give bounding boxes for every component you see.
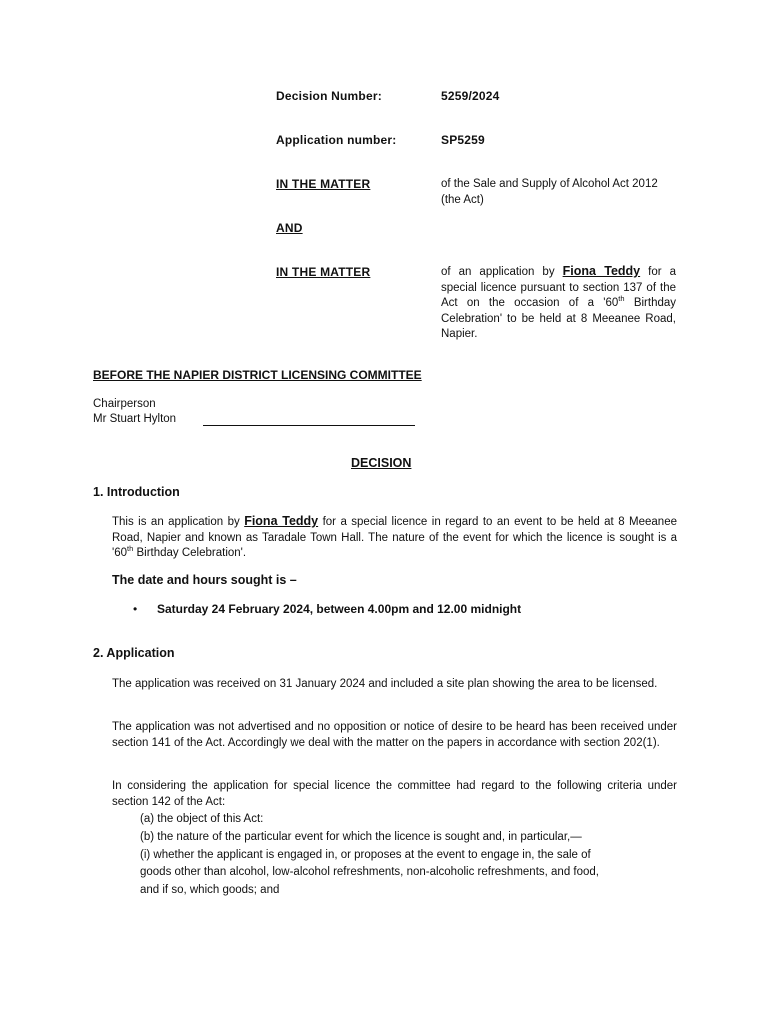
intro-pre: This is an application by	[112, 516, 240, 528]
bullet-icon: •	[133, 602, 138, 616]
matter2-pre: of an application by	[441, 266, 555, 278]
chairperson-name: Mr Stuart Hylton	[93, 413, 177, 425]
decision-number-value: 5259/2024	[441, 89, 500, 103]
application-paragraph-2: The application was not advertised and no opposition or notice of desire to be heard has been received under section 141 of the Act. Accordingly we deal with the matter on the papers in accordance with section 202(1).	[112, 721, 677, 749]
in-the-matter-label-2: IN THE MATTER	[276, 265, 371, 279]
hours-item: Saturday 24 February 2024, between 4.00pm and 12.00 midnight	[157, 602, 522, 616]
and-label: AND	[276, 221, 303, 235]
criteria-item: (b) the nature of the particular event for which the licence is sought and, in particular,—	[140, 830, 582, 843]
matter2-post: Birthday Celebration' to be held at 8 Meeanee Road, Napier.	[441, 297, 676, 340]
criteria-item: (i) whether the applicant is engaged in, or proposes at the event to engage in, the sale of	[140, 848, 591, 861]
application-paragraph-1: The application was received on 31 January 2024 and included a site plan showing the area to be licensed.	[112, 678, 658, 690]
application-heading: 2. Application	[93, 646, 175, 660]
hours-heading: The date and hours sought is –	[112, 573, 297, 587]
criteria-list	[140, 811, 680, 900]
in-the-matter-label-1: IN THE MATTER	[276, 177, 371, 191]
in-the-matter-text-1: of the Sale and Supply of Alcohol Act 2012 (the Act)	[441, 178, 658, 206]
application-number-label: Application number:	[276, 133, 397, 147]
decision-title: DECISION	[351, 456, 412, 470]
criteria-item: (a) the object of this Act:	[140, 813, 264, 825]
chairperson-role: Chairperson	[93, 398, 156, 410]
intro-post: Birthday Celebration'.	[136, 547, 247, 559]
introduction-heading: 1. Introduction	[93, 485, 180, 499]
applicant-name: Fiona Teddy	[562, 264, 641, 278]
criteria-item: and if so, which goods; and	[140, 884, 280, 897]
application-number-value: SP5259	[441, 133, 485, 147]
intro-sup: th	[127, 544, 134, 554]
decision-number-label: Decision Number:	[276, 89, 382, 103]
committee-heading: BEFORE THE NAPIER DISTRICT LICENSING COMMITTEE	[93, 368, 422, 382]
matter2-sup: th	[618, 294, 625, 304]
criteria-item: goods other than alcohol, low-alcohol refreshments, non-alcoholic refreshments, and food,	[140, 866, 599, 879]
in-the-matter-text-2	[441, 264, 676, 343]
introduction-paragraph	[112, 514, 677, 562]
signature-line	[203, 425, 415, 426]
matter2-mid: for a special licence pursuant to section 137 of the Act on the occasion of a '60	[441, 266, 676, 309]
intro-mid: for a special licence in regard to an event to be held at 8 Meeanee Road, Napier and known as Taradale Town Hall. The nature of the event for which the licence is sought is a '60	[112, 516, 677, 559]
application-paragraph-3: In considering the application for special licence the committee had regard to the following criteria under section 142 of the Act:	[112, 780, 677, 808]
intro-applicant-name: Fiona Teddy	[244, 514, 319, 528]
